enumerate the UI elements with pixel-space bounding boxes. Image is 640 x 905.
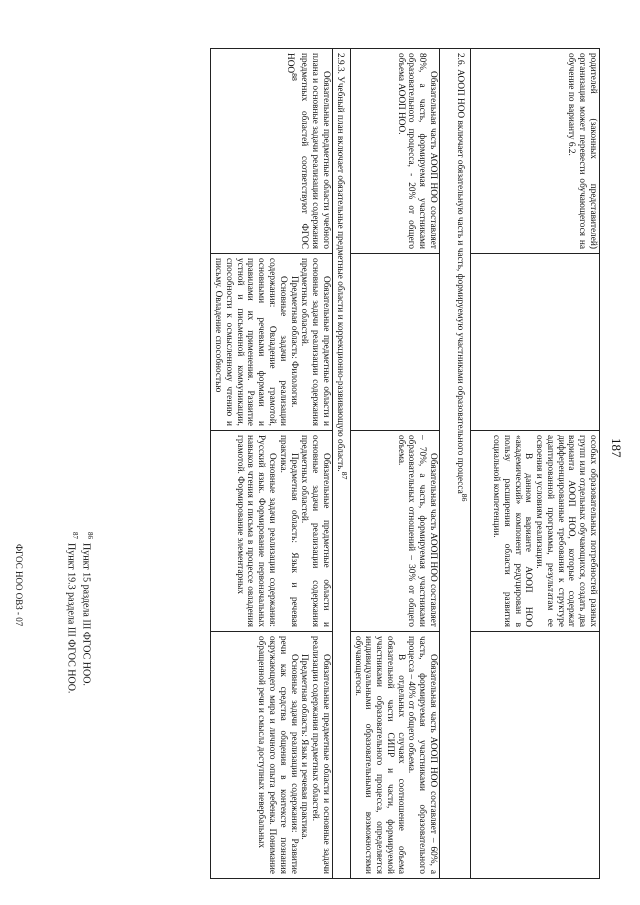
footnote-ref: 87 xyxy=(339,471,349,480)
table-row xyxy=(471,49,600,879)
footnote-number: 87 xyxy=(71,532,80,539)
footnote xyxy=(64,532,79,862)
cell-text: Предметная область: Язык и речевая практика. xyxy=(299,654,310,840)
cell-293-c1 xyxy=(211,49,333,254)
cell-top-c3 xyxy=(471,431,600,632)
footnote-ref: 86 xyxy=(460,493,469,502)
cell-26-c4 xyxy=(350,632,439,879)
cell-text: Обязательные предметные области и основные задачи реализации содержания предметных областей. xyxy=(299,435,331,627)
footnotes xyxy=(64,532,94,862)
cell-text: Обязательная часть АООП НОО составляет – 60%, а часть, формируемая участниками образовательного процесса – 40% от общего объема. xyxy=(406,636,438,874)
cell-26-c2 xyxy=(350,254,439,431)
footnote-ref: 88 xyxy=(289,73,299,81)
cell-26-c3: Обязательная часть АООП НОО составляет – 70%, а часть, формируемая участниками образовательных отношений – 30% от общего объема. xyxy=(350,431,439,632)
footnote-text: Пункт 19.3 раздела III ФГОС НОО. xyxy=(65,543,77,694)
cell-text: Предметная область: Филология. xyxy=(288,276,299,408)
cell-text: Обязательные предметные области и основные задачи реализации содержания предметных областей. xyxy=(310,636,331,874)
section-heading-2-6 xyxy=(440,49,471,879)
cell-text: особых образовательных потребностей разных групп или отдельных обучающихся, создать два варианта АООП НОО, которые содержат дифференцированные требования к структуре адаптированной программы, результатам ее освоения и условиям реализации. xyxy=(534,435,598,627)
standards-comparison-table xyxy=(210,48,600,879)
table-row xyxy=(211,49,333,879)
cell-293-c3 xyxy=(211,431,333,632)
cell-text: Обязательные предметные области учебного плана и основные задачи реализации содержания предметных областей соответствуют ФГОС НОО xyxy=(284,53,331,249)
footnote xyxy=(79,532,94,862)
footer-document-code: ФГОС НОО ОВЗ - 07 xyxy=(14,544,24,627)
footnote-number: 86 xyxy=(86,532,94,539)
cell-top-c1: родителей (законных представителей) организация может перевести обучающегося на обучение по варианту 6.2. xyxy=(471,49,600,254)
footnote-text: Пункт 15 раздела III ФГОС НОО. xyxy=(80,543,92,686)
cell-text: Обязательные предметные области и основные задачи реализации содержания предметных областей. xyxy=(299,258,331,426)
section-heading-text: 2.9.3. Учебный план включает обязательные предметные области и коррекционно-развивающую область. xyxy=(334,53,345,472)
cell-text: Основные задачи реализации содержания: Овладение грамотой, основными речевыми формами и правилами их применения. Развитие устной и письменной коммуникации, способности к осмысленному чтению и письму. Овладение способностью xyxy=(213,258,288,426)
section-heading-row xyxy=(440,49,471,879)
cell-text: В данном варианте АООП НОО «академический» компонент редуцирован в пользу расширения области развития социальной компетенции. xyxy=(490,435,534,627)
table-row xyxy=(350,49,439,879)
section-heading-row xyxy=(332,49,350,879)
cell-text: Основные задачи реализации содержания: Развитие речи как средства общения в контексте познания окружающего мира и личного опыта ребенка. Понимание обращенной речи и смысла доступных невербальных xyxy=(256,636,299,874)
cell-top-c4 xyxy=(471,632,600,879)
cell-top-c2 xyxy=(471,254,600,431)
cell-26-c1: Обязательная часть АООП НОО составляет 80%, а часть, формируемая участниками образовательного процесса, - 20% от общего объема АООП НОО. xyxy=(350,49,439,254)
cell-text: Предметная область: Язык и речевая практика. xyxy=(277,435,299,627)
page-number: 187 xyxy=(609,438,624,458)
cell-text: Основные задачи реализации содержания: Русский язык. Формирование первоначальных навыков чтения и письма в процессе овладения грамотой. Формирование элементарных xyxy=(234,435,277,627)
section-heading-2-9-3 xyxy=(332,49,350,879)
cell-293-c4 xyxy=(211,632,333,879)
cell-293-c2 xyxy=(211,254,333,431)
section-heading-text: 2.6. АООП НОО включает обязательную часть и часть, формируемую участниками образовательного процесса xyxy=(454,53,465,494)
cell-text: В отдельных случаях соотношение объема обязательной части СИПР и части, формируемой участниками образовательного процесса, определяется индивидуальными образовательными возможностями обучающегося. xyxy=(352,636,406,874)
